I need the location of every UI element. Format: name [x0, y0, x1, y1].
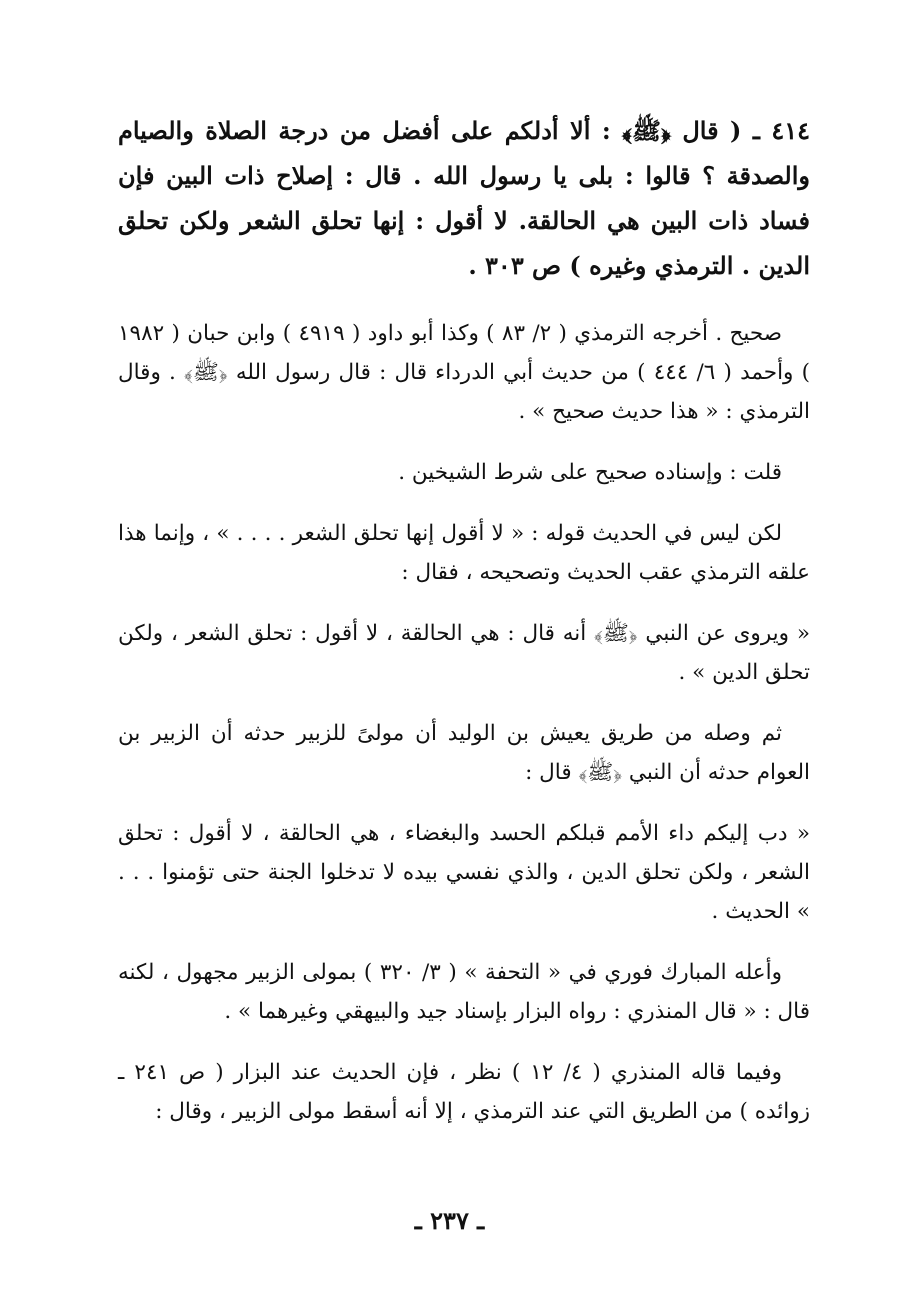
page-body — [118, 108, 810, 1153]
takhrij-paragraph: صحيح . أخرجه الترمذي ( ٢/ ٨٣ ) وكذا أبو داود ( ٤٩١٩ ) وابن حبان ( ١٩٨٢ ) وأحمد ( ٦/ ٤٤٤ ) من حديث أبي الدرداء قال : قال رسول الله ﴿ﷺ﴾ . وقال الترمذي : « هذا حديث صحيح » . — [118, 321, 811, 424]
hadith-text: ٤١٤ ـ ( قال ﴿ﷺ﴾ : ألا أدلكم على أفضل من درجة الصلاة والصيام والصدقة ؟ قالوا : بلى يا رسول الله . قال : إصلاح ذات البين فإن فساد ذات البين هي الحالقة. لا أقول : إنها تحلق الشعر ولكن تحلق الدين . الترمذي وغيره ) ص ٣٠٣ . — [118, 116, 810, 280]
quoted-hadith-paragraph: « دب إليكم داء الأمم قبلكم الحسد والبغضاء ، هي الحالقة ، لا أقول : تحلق الشعر ، ولكن تحلق الدين ، والذي نفسي بيده لا تدخلوا الجنة حتى تؤمنوا . . . » الحديث . — [118, 821, 810, 924]
mundhiri-paragraph: وفيما قاله المنذري ( ٤/ ١٢ ) نظر ، فإن الحديث عند البزار ( ص ٢٤١ ـ زوائده ) من الطريق التي عند الترمذي ، إلا أنه أسقط مولى الزبير ، وقال : — [118, 1060, 810, 1124]
commentary-paragraph: لكن ليس في الحديث قوله : « لا أقول إنها تحلق الشعر . . . . » ، وإنما هذا علقه الترمذي عقب الحديث وتصحيحه ، فقال : — [118, 521, 810, 585]
page-number: ـ ٢٣٧ ـ — [414, 1206, 485, 1235]
chain-paragraph: ثم وصله من طريق يعيش بن الوليد أن مولىً للزبير حدثه أن الزبير بن العوام حدثه أن النبي ﴿ﷺ﴾ قال : — [118, 721, 810, 785]
tuhfa-paragraph: وأعله المبارك فوري في « التحفة » ( ٣/ ٣٢٠ ) بمولى الزبير مجهول ، لكنه قال : « قال المنذري : رواه البزار بإسناد جيد والبيهقي وغيرهما » . — [118, 960, 810, 1024]
quoted-narration-paragraph: « ويروى عن النبي ﴿ﷺ﴾ أنه قال : هي الحالقة ، لا أقول : تحلق الشعر ، ولكن تحلق الدين » . — [118, 621, 810, 685]
comment-paragraph: قلت : وإسناده صحيح على شرط الشيخين . — [398, 460, 782, 485]
